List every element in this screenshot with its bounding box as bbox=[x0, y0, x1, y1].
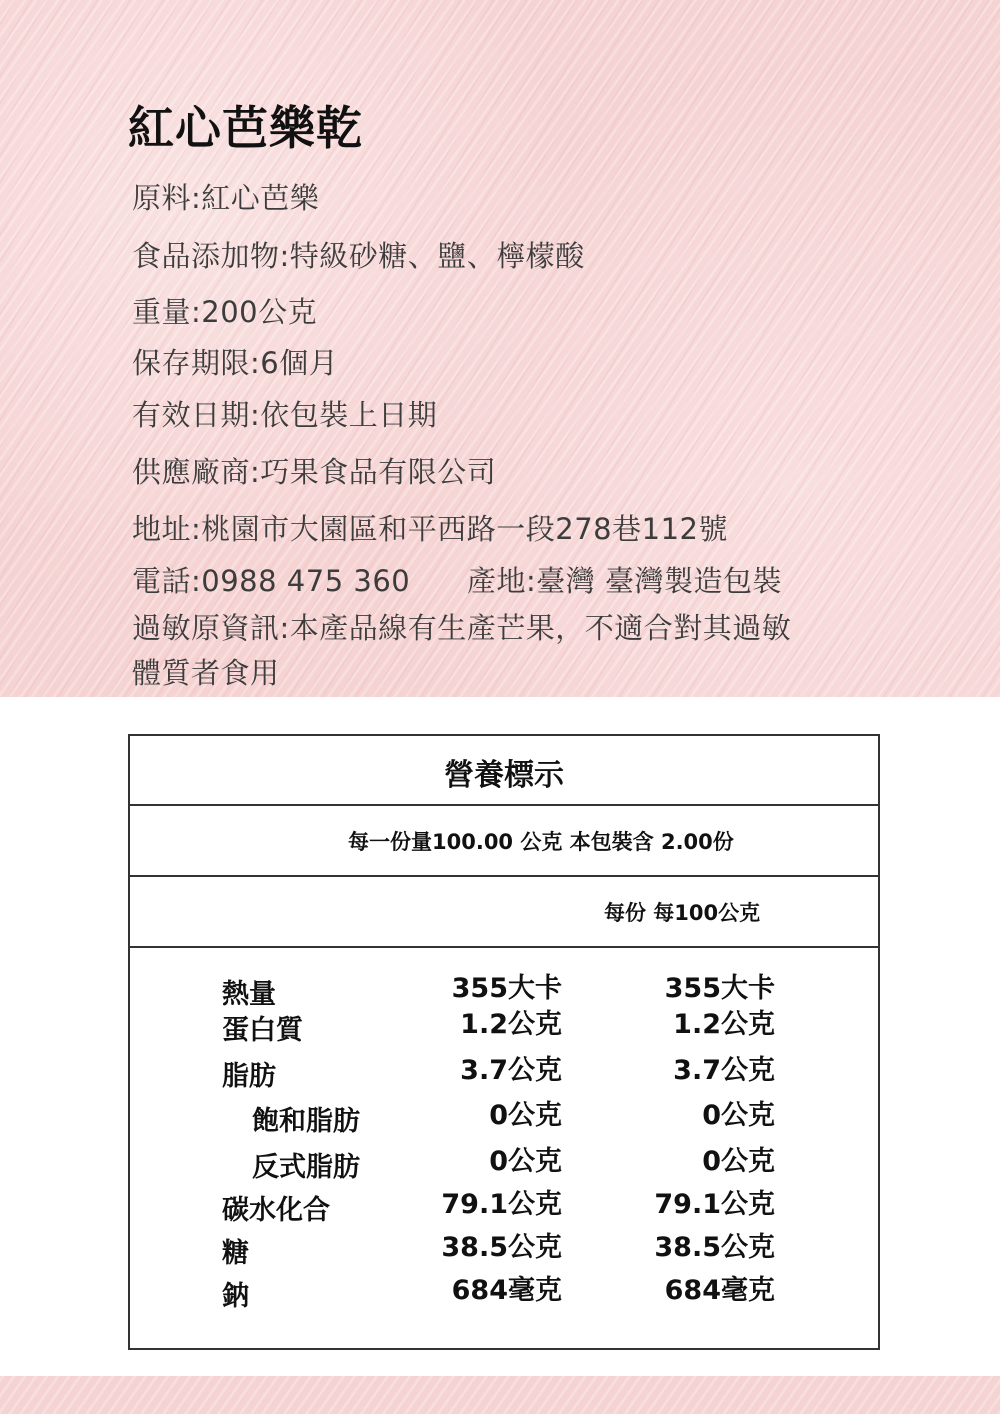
nutrient-per-serving: 355大卡 bbox=[451, 973, 562, 1004]
nutrition-facts-table bbox=[128, 734, 880, 1350]
nutrition-title: 營養標示 bbox=[444, 758, 564, 793]
shelf-life-line: 保存期限:6個月 bbox=[132, 346, 339, 380]
pink-bottom-strip bbox=[0, 1376, 1000, 1414]
nutrient-label: 糖 bbox=[222, 1238, 249, 1269]
serving-row bbox=[130, 806, 878, 877]
nutrient-label: 脂肪 bbox=[222, 1061, 276, 1092]
nutrient-per-serving: 1.2公克 bbox=[460, 1009, 562, 1040]
nutrient-per-100g: 684毫克 bbox=[664, 1275, 775, 1306]
nutrient-per-100g: 38.5公克 bbox=[654, 1232, 775, 1263]
address-line: 地址:桃園市大園區和平西路一段278巷112號 bbox=[132, 512, 728, 546]
nutrient-label: 蛋白質 bbox=[222, 1015, 303, 1046]
nutrient-per-serving: 684毫克 bbox=[451, 1275, 562, 1306]
nutrition-title-row bbox=[130, 736, 878, 806]
expiry-line: 有效日期:依包裝上日期 bbox=[132, 398, 438, 432]
serving-size-text: 每一份量100.00 公克 本包裝含 2.00份 bbox=[348, 830, 734, 854]
nutrient-per-100g: 1.2公克 bbox=[673, 1009, 775, 1040]
allergen-line-1: 過敏原資訊:本產品線有生產芒果，不適合對其過敏 bbox=[132, 611, 792, 645]
nutrient-per-serving: 0公克 bbox=[489, 1146, 562, 1177]
nutrient-per-serving: 79.1公克 bbox=[441, 1189, 562, 1220]
nutrient-per-100g: 0公克 bbox=[702, 1100, 775, 1131]
product-title: 紅心芭樂乾 bbox=[128, 101, 363, 155]
additives-line: 食品添加物:特級砂糖、鹽、檸檬酸 bbox=[132, 239, 585, 273]
nutrient-per-100g: 79.1公克 bbox=[654, 1189, 775, 1220]
allergen-line-2: 體質者食用 bbox=[132, 656, 280, 690]
nutrient-per-serving: 38.5公克 bbox=[441, 1232, 562, 1263]
supplier-line: 供應廠商:巧果食品有限公司 bbox=[132, 455, 497, 489]
nutrient-per-serving: 3.7公克 bbox=[460, 1055, 562, 1086]
nutrient-label: 反式脂肪 bbox=[252, 1152, 360, 1183]
weight-line: 重量:200公克 bbox=[132, 295, 318, 329]
nutrient-label: 鈉 bbox=[222, 1281, 249, 1312]
nutrient-label: 碳水化合 bbox=[222, 1195, 330, 1226]
column-header-text: 每份 每100公克 bbox=[604, 901, 761, 925]
nutrient-per-100g: 355大卡 bbox=[664, 973, 775, 1004]
column-header-row bbox=[130, 877, 878, 948]
origin-line: 產地:臺灣 臺灣製造包裝 bbox=[467, 564, 782, 598]
ingredients-line: 原料:紅心芭樂 bbox=[132, 181, 320, 215]
nutrient-per-100g: 0公克 bbox=[702, 1146, 775, 1177]
nutrient-per-serving: 0公克 bbox=[489, 1100, 562, 1131]
nutrient-per-100g: 3.7公克 bbox=[673, 1055, 775, 1086]
phone-line: 電話:0988 475 360 bbox=[132, 564, 411, 598]
nutrient-label: 熱量 bbox=[222, 979, 276, 1010]
nutrient-label: 飽和脂肪 bbox=[252, 1106, 360, 1137]
